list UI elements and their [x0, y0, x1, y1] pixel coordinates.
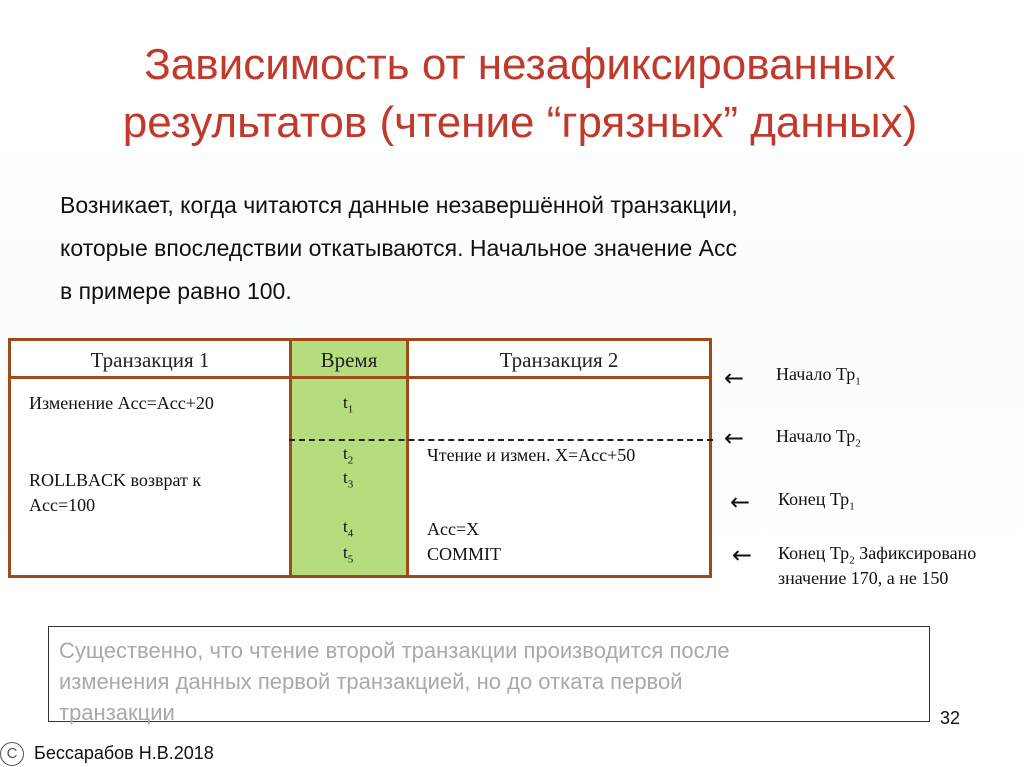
tx1-rollback: ROLLBACK возврат к — [29, 470, 202, 490]
header-time: Время — [289, 341, 409, 379]
dashed-separator — [289, 439, 713, 441]
title-line-2: результатов (чтение “грязных” данных) — [122, 98, 918, 147]
tx2-read: Чтение и измен. X=Acc+50 — [427, 445, 636, 465]
note-end-tx1: Конец $Тр_1$ — [778, 489, 855, 513]
remark-line-3: транзакции — [59, 700, 175, 725]
title-line-1: Зависимость от незафиксированных — [144, 40, 896, 89]
footer — [0, 742, 214, 766]
transaction-table — [8, 338, 712, 578]
arrow-left-icon: ← — [724, 424, 745, 452]
note-start-tx2: Начало $Тр_2$ — [776, 426, 861, 450]
note-end-tx2-value: значение 170, а не 150 — [778, 568, 949, 588]
tx1-rollback-value: Acc=100 — [29, 495, 96, 515]
time-t4: $t_4$ — [343, 517, 354, 540]
tx2-commit: COMMIT — [427, 544, 502, 564]
time-t3: $t_3$ — [343, 468, 354, 491]
header-divider — [11, 376, 709, 379]
arrow-left-icon: ← — [732, 541, 753, 569]
arrow-left-icon: ← — [724, 364, 745, 392]
page-number: 32 — [940, 708, 961, 728]
intro-line-1: Возникает, когда читаются данные незавершённой транзакции, — [60, 192, 738, 218]
header-transaction-1: Транзакция 1 — [11, 341, 289, 379]
remark-line-1: Существенно, что чтение второй транзакции производится после — [59, 638, 730, 663]
time-t5: $t_5$ — [343, 543, 354, 566]
footer-author: Бессарабов Н.В.2018 — [34, 742, 214, 763]
header-transaction-2: Транзакция 2 — [409, 341, 709, 379]
copyright-icon: C — [0, 742, 24, 766]
remark-line-2: изменения данных первой транзакцией, но до отката первой — [59, 669, 683, 694]
intro-line-3: в примере равно 100. — [60, 278, 292, 304]
slide-title — [40, 36, 1000, 152]
intro-paragraph — [60, 184, 960, 313]
time-t2: $t_2$ — [343, 444, 354, 467]
tx2-assign: Acc=X — [427, 519, 480, 539]
note-start-tx1: Начало $Тр_1$ — [776, 364, 861, 388]
time-t1: $t_1$ — [343, 393, 354, 416]
remark-box — [48, 626, 930, 725]
tx1-change: Изменение Acc=Acc+20 — [29, 393, 214, 413]
note-end-tx2: Конец $Тр_2$ Зафиксировано — [778, 543, 977, 567]
arrow-left-icon: ← — [730, 488, 751, 516]
intro-line-2: которые впоследствии откатываются. Начальное значение Acc — [60, 235, 737, 261]
